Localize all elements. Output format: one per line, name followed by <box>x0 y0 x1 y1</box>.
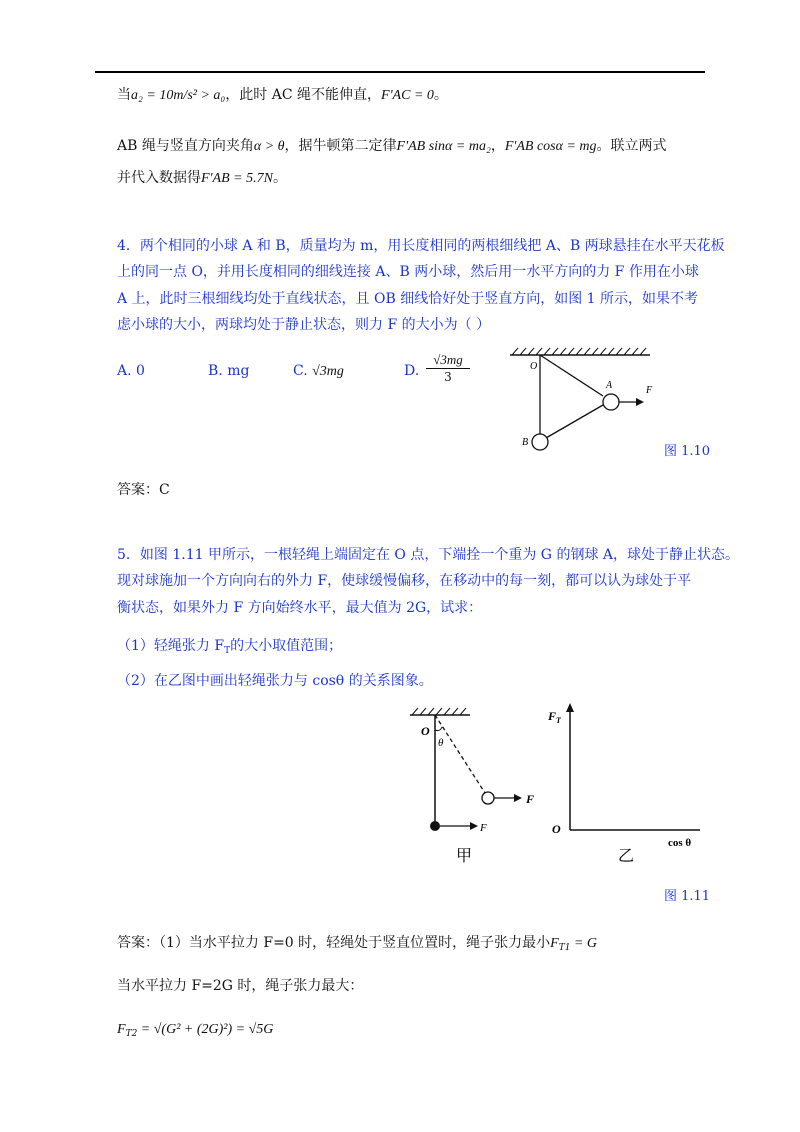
s3-l3-formula: F'AB = 5.7N <box>201 171 273 186</box>
s3-line3 <box>117 168 287 189</box>
q5-line-3: 衡状态，如果外力 F 方向始终水平，最大值为 2G，试求： <box>117 600 483 616</box>
s3-l1-prefix: 当 <box>117 87 131 103</box>
label-o: O <box>530 361 538 372</box>
q5-answer-1 <box>117 933 597 958</box>
axis-origin-label: O <box>552 822 561 836</box>
q5-answer-1-eq: = G <box>570 936 598 951</box>
q4-line-1: 4．两个相同的小球 A 和 B，质量均为 m，用长度相同的两根细线把 A、B 两球悬挂在水平天花板 <box>117 238 725 254</box>
q4-option-c-label: C. <box>293 363 308 379</box>
s3-l2-suffix: 。联立两式 <box>596 138 667 154</box>
s3-line1 <box>117 85 448 106</box>
q5-answer-3-eq: = √(G² + (2G)²) = √5G <box>137 1022 274 1037</box>
q4-option-d-denominator: 3 <box>444 370 452 384</box>
q5-answer-1-formula: F <box>550 936 559 951</box>
s3-l1-suffix: 。 <box>433 87 448 103</box>
ceiling <box>510 348 650 355</box>
q5-line-2: 现对球施加一个方向向右的外力 F，使球缓慢偏移，在移动中的每一刻，都可以认为球处于平 <box>117 573 692 589</box>
s3-l2-mid: ，据牛顿第二定律 <box>284 138 397 154</box>
label-b: B <box>522 437 529 448</box>
figure-jia <box>410 708 534 865</box>
label-f-deflected: F <box>526 792 535 806</box>
s3-l2-prefix: AB 绳与竖直方向夹角 <box>117 138 254 154</box>
rope-deflected <box>435 715 485 793</box>
q5-answer-1-sub: T1 <box>558 943 571 953</box>
q4-option-c-value: √3mg <box>312 364 344 379</box>
ball-a <box>603 394 619 410</box>
s3-l1-formula: a₂ = 10m/s² > a₀ <box>131 88 226 103</box>
q5-sub-2: （2）在乙图中画出轻绳张力与 cosθ 的关系图象。 <box>117 673 433 689</box>
figure-1-10 <box>500 345 660 460</box>
s3-l2-formula2: F'AB sinα = ma₂ <box>396 139 491 154</box>
q4-option-a: A. 0 <box>117 363 145 379</box>
figure-1-11-caption: 图 1.11 <box>664 889 711 904</box>
q5-answer-3-sub: T2 <box>125 1029 138 1039</box>
force-arrow-rest <box>470 822 478 830</box>
s3-l2-sep: ， <box>490 138 505 154</box>
label-f-rest: F <box>480 822 487 834</box>
force-arrow-deflected <box>514 794 522 802</box>
q4-option-c <box>293 361 344 382</box>
axis-y-label-main: F <box>548 709 557 723</box>
label-f: F <box>646 385 653 396</box>
ball-rest <box>430 821 440 831</box>
y-axis-arrow <box>566 703 574 712</box>
s3-l3-prefix: 并代入数据得 <box>117 170 201 186</box>
axis-y-label <box>547 709 562 725</box>
label-a: A <box>606 380 613 391</box>
q4-line-3: A 上，此时三根细线均处于直线状态，且 OB 细线恰好处于竖直方向，如图 1 所示，如果不考 <box>117 291 699 307</box>
string-ab <box>546 405 603 438</box>
s3-l3-suffix: 。 <box>272 170 287 186</box>
s3-line2 <box>117 136 667 157</box>
force-arrow-head <box>636 398 644 406</box>
q4-option-d-label: D. <box>404 363 420 379</box>
label-o-jia: O <box>421 724 430 738</box>
label-theta: θ <box>438 737 444 749</box>
s3-l1-formula2: F'AC = 0 <box>381 88 434 103</box>
q5-answer-3 <box>117 1019 273 1044</box>
s3-l1-mid: ，此时 AC 绳不能伸直， <box>225 87 382 103</box>
axis-y-label-sub: T <box>556 716 561 725</box>
figure-1-10-caption: 图 1.10 <box>664 444 711 459</box>
caption-jia: 甲 <box>456 848 473 865</box>
s3-l2-formula: α > θ <box>253 139 285 154</box>
q4-option-d-fraction <box>426 352 470 385</box>
axis-x-label: cos θ <box>668 837 692 849</box>
angle-arc <box>435 727 442 731</box>
ball-deflected <box>482 792 494 804</box>
q4-answer: 答案：C <box>117 482 170 498</box>
header-rule <box>95 71 705 73</box>
figure-yi <box>547 703 700 865</box>
q4-option-d-numerator: √3mg <box>426 352 470 369</box>
q5-sub-1-subscript: T <box>224 646 231 656</box>
q5-sub-1-suffix: 的大小取值范围； <box>230 638 343 654</box>
s3-l2-formula3: F'AB cosα = mg <box>504 139 597 154</box>
caption-yi: 乙 <box>618 848 635 865</box>
q5-answer-2: 当水平拉力 F=2G 时，绳子张力最大： <box>117 978 364 994</box>
q5-answer-1-prefix: 答案：（1）当水平拉力 F=0 时，轻绳处于竖直位置时，绳子张力最小 <box>117 935 551 951</box>
figure-1-11 <box>400 700 710 875</box>
q4-line-4: 虑小球的大小，两球均处于静止状态，则力 F 的大小为（ ） <box>117 317 491 333</box>
ball-b <box>532 434 548 450</box>
q4-line-2: 上的同一点 O，并用长度相同的细线连接 A、B 两小球，然后用一水平方向的力 F 作用在小球 <box>117 264 699 280</box>
q5-sub-1-prefix: （1）轻绳张力 F <box>117 638 225 654</box>
q5-sub-1 <box>117 636 342 661</box>
string-oa <box>540 355 603 396</box>
q5-answer-3-formula: F <box>117 1022 126 1037</box>
q4-option-b: B. mg <box>208 363 250 379</box>
q5-line-1: 5．如图 1.11 甲所示，一根轻绳上端固定在 O 点，下端拴一个重为 G 的钢球 A，球处于静止状态。 <box>117 547 739 563</box>
